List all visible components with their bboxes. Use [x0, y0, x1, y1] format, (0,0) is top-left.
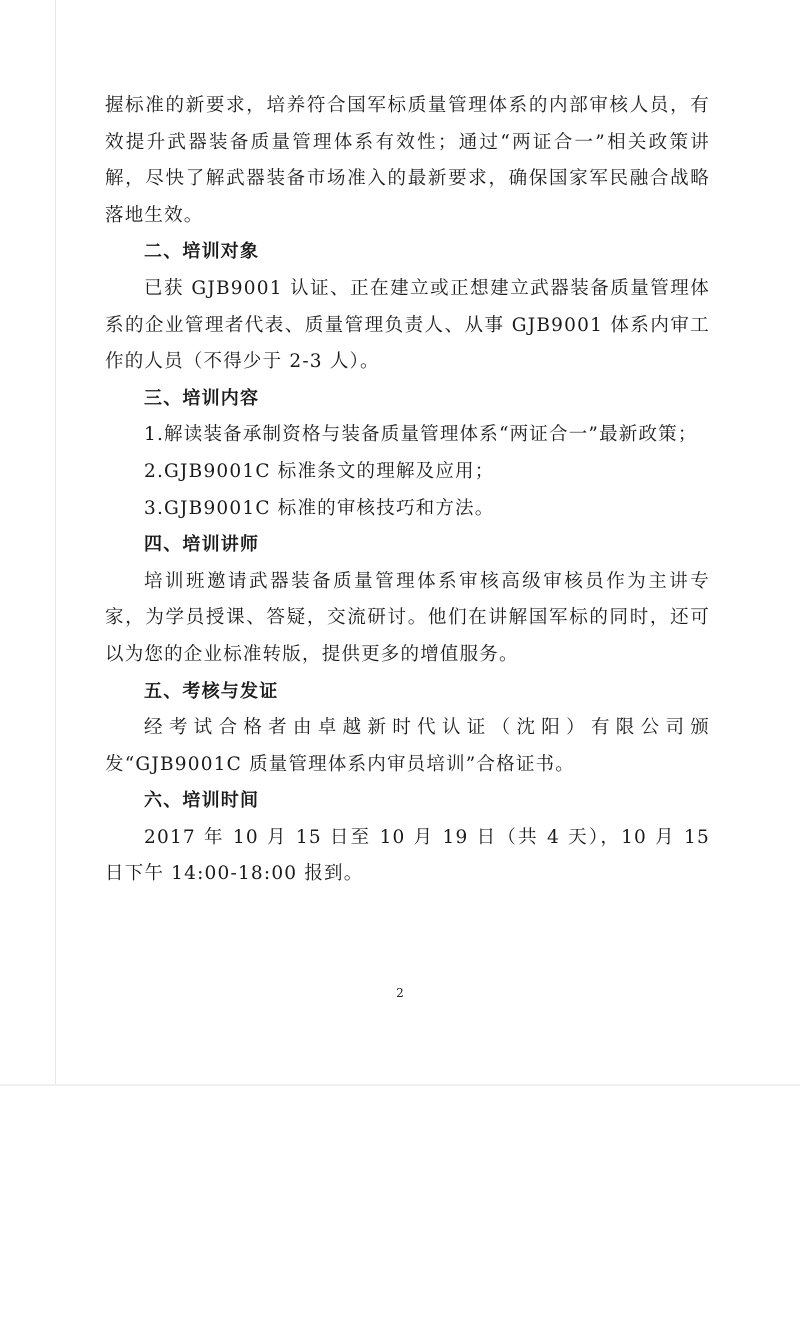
content-item-2: 2.GJB9001C 标准条文的理解及应用；	[144, 460, 495, 482]
section-text-exam-certification: 经考试合格者由卓越新时代认证（沈阳）有限公司颁发“GJB9001C 质量管理体系内审员培训”合格证书。	[105, 717, 710, 775]
section-text-instructors: 培训班邀请武器装备质量管理体系审核高级审核员作为主讲专家，为学员授课、答疑，交流研讨。他们在讲解国军标的同时，还可以为您的企业标准转版，提供更多的增值服务。	[105, 570, 710, 665]
page-number: 2	[396, 986, 404, 1000]
section-heading-training-content: 三、培训内容	[144, 387, 260, 409]
section-heading-training-time: 六、培训时间	[144, 790, 260, 812]
intro-paragraph-continuation: 握标准的新要求，培养符合国军标质量管理体系的内部审核人员，有效提升武器装备质量管理体系有效性；通过“两证合一”相关政策讲解，尽快了解武器装备市场准入的最新要求，确保国家军民融合战略落地生效。	[105, 95, 710, 226]
content-item-1: 1.解读装备承制资格与装备质量管理体系“两证合一”最新政策；	[144, 424, 698, 446]
section-text-training-time: 2017 年 10 月 15 日至 10 月 19 日（共 4 天），10 月 15 日下午 14:00-18:00 报到。	[105, 826, 710, 885]
section-heading-exam-certification: 五、考核与发证	[144, 680, 279, 702]
page-bottom-edge	[0, 1084, 800, 1086]
section-heading-training-targets: 二、培训对象	[144, 241, 260, 263]
section-text-training-targets: 已获 GJB9001 认证、正在建立或正想建立武器装备质量管理体系的企业管理者代表、质量管理负责人、从事 GJB9001 体系内审工作的人员（不得少于 2-3 人）。	[105, 277, 710, 373]
section-heading-instructors: 四、培训讲师	[144, 534, 260, 556]
scan-edge-line	[55, 0, 56, 1086]
content-item-3: 3.GJB9001C 标准的审核技巧和方法。	[144, 497, 495, 519]
document-body	[105, 88, 710, 893]
